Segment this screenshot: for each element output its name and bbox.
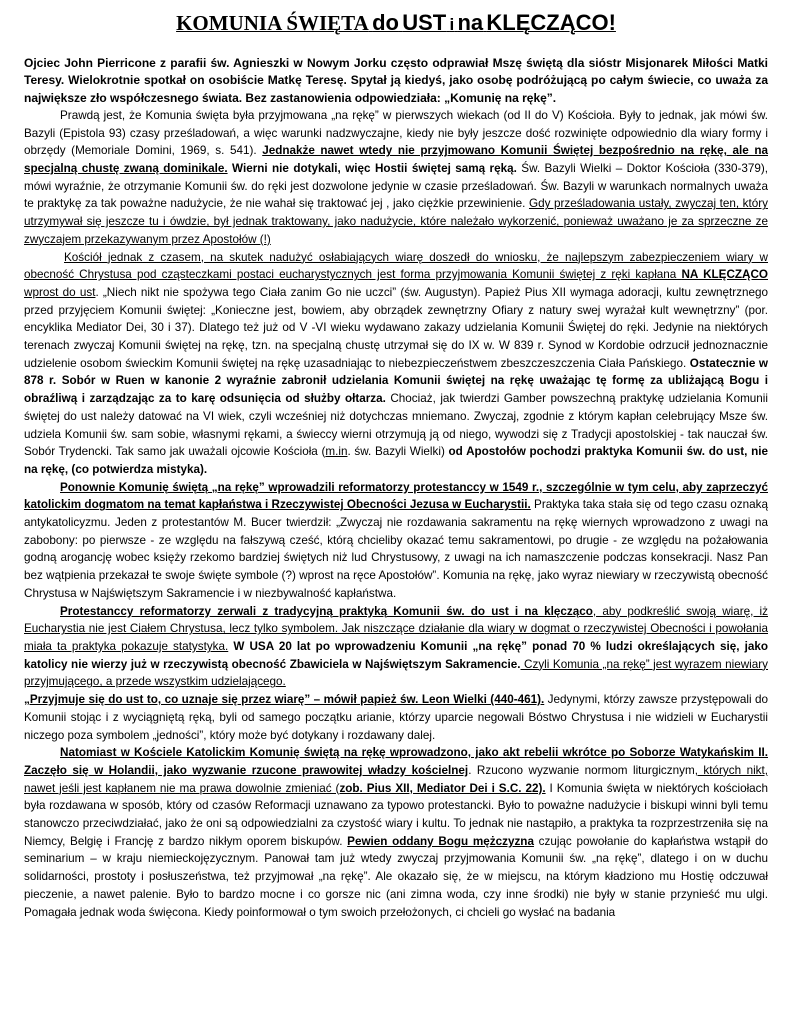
p2-text-d: . „Niech nikt nie spożywa tego Ciała zanim Go nie uczci” (św. Augustyn). Papież Pius XII wymaga adoracji, kultu zewnętrznego przed przyjęciem Komunii świętej: „Konieczne jest, bowiem, aby obrządek zewnętrzny Ofiary z natury swej wyrażał kult wewnętrzny” (por. encyklika Mediator Dei, 30 i 37). Dlatego też już od V -VI wieku wydawano zakazy udzielania Komunii Świętej do ręki. Jedynie na niektórych terenach zwyczaj Komunii świętej na rękę, tzn. na specjalną chustę utrzymał się do IX w. W 839 r. Synod w Kordobie odrzucił jednoznacznie udzielenie osobom świeckim Komunii świętej na rękę uzasadniając to niebezpieczeństwem zbeszczeszczenia Ciała Pańskiego. <box>24 285 768 370</box>
paragraph-6 <box>24 744 768 921</box>
title-part-4: i <box>449 15 455 34</box>
p5-text-b: Jedynymi, którzy zawsze przystępowali do Komunii stojąc i z wyciągniętą ręką, byli od samego początku arianie, którzy uparcie negowali Bóstwo Chrystusa i nie widzieli w Eucharystii niczego poza symbolem „jedności”, który może być dotykany i rozdawany dalej. <box>24 693 769 742</box>
p2-text-c: wprost do ust <box>24 285 96 299</box>
p2-text-f: Chociaż, jak twierdzi Gamber powszechną praktykę udzielania Komunii świętej do ust należy datować na VI wiek, czyli wcześniej niż dotychczas mniemano. Zwyczaj, zgodnie z którym kapłan celebrujący Msze św. udziela Komunii św. sam sobie, własnymi rękami, a świeccy wierni otrzymują ją od niego, wywodzi się z Tradycji apostolskiej - tak nauczał św. Sobór Trydencki. Tak samo jak uważali ojcowie Kościoła ( <box>24 392 768 459</box>
p2-text-b: NA KLĘCZĄCO <box>681 268 768 282</box>
p3-text-a: Ponownie Komunię świętą „na rękę” wprowadzili reformatorzy protestanccy w 1549 r., szczególnie w tym celu, aby zaprzeczyć katolickim dogmatom na temat kapłaństwa i Rzeczywistej Obecności Jezusa w Eucharystii. <box>24 480 768 512</box>
paragraph-4 <box>24 603 768 692</box>
p2-text-i: od Apostołów pochodzi praktyka Komunii św. do ust, nie na rękę, (co potwierdza mistyka). <box>24 445 768 476</box>
title-part-3: UST <box>402 10 447 35</box>
p2-text-h: . św. Bazyli Wielki) <box>347 445 449 459</box>
p1-text-b: Jednakże nawet wtedy nie przyjmowano Komunii Świętej bezpośrednio na rękę, ale na specjalną chustę zwaną dominikale. <box>24 144 768 175</box>
p1-text-c: Wierni nie dotykali, więc Hostii świętej samą ręką. <box>227 162 517 175</box>
p4-text-c: W USA 20 lat po wprowadzeniu Komunii „na rękę” ponad 70 % ludzi określających się, jako katolicy nie wierzy już w rzeczywistą obecność Zbawiciela w Najświętszym Sakramencie. <box>24 639 768 671</box>
paragraph-5 <box>24 691 768 744</box>
p6-text-c: , których nikt, nawet jeśli jest kapłanem nie ma prawa dowolnie zmieniać ( <box>24 763 769 795</box>
intro-text: Ojciec John Pierricone z parafii św. Agnieszki w Nowym Jorku często odprawiał Mszę świętą dla sióstr Misjonarek Miłości Matki Teresy. Wielokrotnie spotkał on osobiście Matkę Teresę. Spytał ją kiedyś, jako osobę podróżującą po całym świecie, co uważa za największe zło współczesnego świata. Bez zastanowienia odpowiedziała: „Komunię na rękę”. <box>24 56 768 105</box>
title-part-6: KLĘCZĄCO! <box>486 10 616 35</box>
p2-text-g: m.in <box>325 445 348 459</box>
p5-text-a: „Przyjmuje się do ust to, co uznaje się przez wiarę” – mówił papież św. Leon Wielki (440-461). <box>24 693 545 707</box>
p1-text-a: Prawdą jest, że Komunia święta była przyjmowana „na rękę” w pierwszych wiekach (od II do V) Kościoła. Były to jednak, jak mówi św. Bazyli (Epistola 93) czasy prześladowań, a więc warunki nadzwyczajne, kiedy nie były jeszcze dość rozwinięte odpowiednio dla wiary formy i obrzędy (Memoriale Domini, 1969, s. 541). <box>24 108 768 158</box>
p6-text-g: czując powołanie do kapłaństwa wstąpił do seminarium – w kraju niemieckojęzycznym. Panował tam już wtedy zwyczaj przyjmowania Komunii św. „na rękę”, dlatego i on w duchu solidarności, prostoty i posłuszeństwa, też przyjmował „na rękę”. Ale okazało się, że w miejscu, na którym kładziono mu Hostię odczuwał pieczenie, a nawet palenie. Było to bardzo mocne i co gorsze nic (ani zimna woda, czy inne środki) nie były w stanie przynieść mu ulgi. Pomagała jednak woda święcona. Kiedy poinformował o tym swoich przełożonych, ci chcieli go wysłać na badania <box>24 834 768 919</box>
title-part-2: do <box>372 10 399 35</box>
p4-text-a: Protestanccy reformatorzy zerwali z tradycyjną praktyką Komunii św. do ust i na klęcząco <box>60 604 593 618</box>
title-part-1: KOMUNIA ŚWIĘTA <box>176 11 369 35</box>
p3-text-b: Praktyka taka stała się od tego czasu oznaką antykatolicyzmu. Jeden z protestantów M. Bucer twierdził: „Zwyczaj nie rozdawania sakramentu na rękę wiernych wprowadzono z uwagi na zabobony: po pierwsze - ze względu na fałszywą cześć, którą chcieliby okazać temu sakramentowi, po drugie - ze względu na pożałowania godną arogancję wobec księży rzekomo bardziej świętych niż lud Chrystusowy, z uwagi na ich namaszczenie podczas konsekracji. Nasz Pan bez wątpienia przekazał te swoje święte symbole (?) wprost na ręce Apostołów”. Komunia na rękę, jako wyraz niewiary w rzeczywistą obecność Chrystusa w Najświętszym Sakramencie i w niezbywalność kapłaństwa. <box>24 498 768 600</box>
p4-text-b: , aby podkreślić swoją wiarę, iż Eucharystia nie jest Ciałem Chrystusa, lecz tylko symbolem. Jak niszczące działanie dla wiary w dogmat o rzeczywistej Obecności i powołania miała ta praktyka pokazuje statystyka. <box>24 604 768 653</box>
paragraph-1 <box>24 107 768 249</box>
title-part-5: na <box>457 10 484 35</box>
p2-text-e: Ostatecznie w 878 r. Sobór w Ruen w kanonie 2 wyraźnie zabronił udzielania Komunii świętej na rękę uważając tę formę za ubliżającą Bogu i obraźliwą i zarządzając za to karę odsunięcia od służby ołtarza. <box>24 356 768 406</box>
p1-text-e: Gdy prześladowania ustały, zwyczaj ten, który utrzymywał się jeszcze tu i ówdzie, był jednak traktowany, jako nadużycie, które należało wykorzenić, ponieważ uważano je za sprzeczne ze zwyczajem przekazywanym przez Apostołów (!) <box>24 197 768 246</box>
p6-text-f: Pewien oddany Bogu mężczyzna <box>347 834 534 848</box>
p6-text-d: zob. Pius XII, Mediator Dei i S.C. 22). <box>339 781 546 795</box>
p1-text-d: Św. Bazyli Wielki – Doktor Kościoła (330-379), mówi wyraźnie, że otrzymanie Komunii św. do ręki jest dozwolone jedynie w czasie prześladowań. Św. Bazyli w warunkach normalnych uważa te praktykę za tak poważne nadużycie, że nie wahał się traktować jej , jako ciężkie przewinienie. <box>24 162 769 211</box>
p4-text-d: Czyli Komunia „na rękę” jest wyrazem niewiary przyjmującego, a przede wszystkim udzielającego. <box>24 657 769 689</box>
p2-text-a: Kościół jednak z czasem, na skutek nadużyć osłabiających wiarę doszedł do wniosku, że najlepszym zabezpieczeniem wiary w obecność Chrystusa pod cząsteczkami postaci eucharystycznych jest forma przyjmowania Komunii świętej z ręki kapłana <box>24 250 768 282</box>
paragraph-3 <box>24 479 768 603</box>
p6-text-b: . Rzucono wyzwanie normom liturgicznym <box>468 763 695 777</box>
document-page <box>24 6 768 921</box>
p6-text-a: Natomiast w Kościele Katolickim Komunię świętą na rękę wprowadzono, jako akt rebelii wkrótce po Soborze Watykańskim II. Zaczęło się w Holandii, jako wyzwanie rzucone prawowitej władzy kościelnej <box>24 746 768 777</box>
paragraph-2 <box>24 249 768 479</box>
title-line <box>176 10 616 35</box>
p6-text-e: I Komunia święta w niektórych kościołach była rozdawana w sposób, który od czasów Reformacji uznawano za typowo protestancki. Było to poważne nadużycie i biskupi winni byli temu stanowczo przeciwdziałać, jako że oni są odpowiedzialni za czystość wiary i kultu. To jednak nie nastąpiło, a praktyka ta rozprzestrzeniła się na Niemcy, Belgię i Francję z bardzo nikłym oporem biskupów. <box>24 781 769 848</box>
intro-paragraph <box>24 55 768 107</box>
page-title <box>24 8 768 42</box>
